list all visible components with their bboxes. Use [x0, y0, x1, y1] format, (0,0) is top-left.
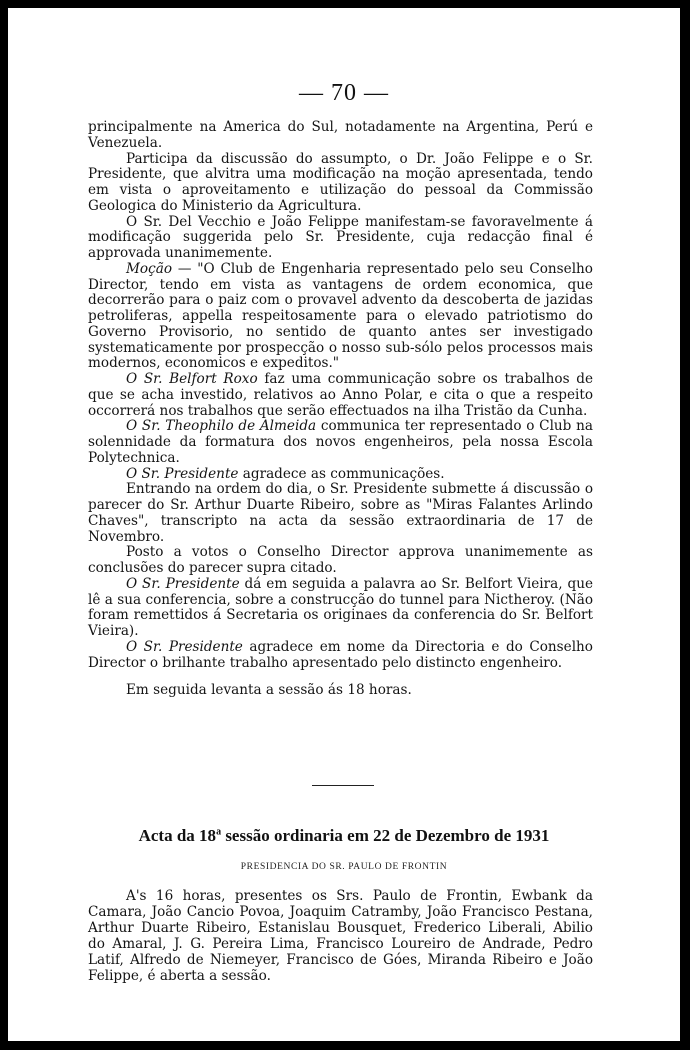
speaker-text: faz uma communicação sobre os trabalhos de que se acha investido, relativos ao Anno Polar, e cita o que a respeito occorrerá nos trabalhos que serão effectuados na ilha Tristão da Cunha.	[88, 371, 594, 419]
paragraph-3: O Sr. Del Vecchio e João Felippe manifestam-se favoravelmente á modificação suggerida pelo Sr. Presidente, cuja redacção final é approvada unanimemente.	[88, 213, 593, 261]
speaker-name: O Sr. Theophilo de Almeida	[126, 418, 317, 435]
paragraph-theophilo	[88, 419, 593, 466]
section-title	[8, 826, 680, 846]
motion-label: Moção	[126, 260, 173, 277]
paragraph-conference	[88, 577, 593, 640]
paragraph-1: principalmente na America do Sul, notadamente na Argentina, Perú e Venezuela.	[88, 119, 593, 151]
speaker-text: dá em seguida a palavra ao Sr. Belfort Vieira, que lê a sua conferencia, sobre a construcção do tunnel para Nictheroy. (Não foram remettidos á Secretaria os originaes da conferencia do Sr. Belfort Vieira).	[88, 575, 593, 639]
speaker-name: O Sr. Belfort Roxo	[126, 371, 258, 387]
motion-text: — "O Club de Engenharia representado pelo seu Conselho Director, tendo em vista as vantagens de ordem economica, que decorrerão para o paiz com o provavel advento da descoberta de jazidas petroliferas, appella respeitosamente para o elevado patriotismo do Governo Provisorio, no sentido de quanto antes ser investigado systematicamente por prospecção o nosso sub-sólo pelos processos mais modernos, economicos e expeditos."	[88, 260, 593, 372]
speaker-name: O Sr. Presidente	[126, 638, 243, 655]
paragraph-motion	[88, 262, 593, 372]
paragraph-vote: Posto a votos o Conselho Director approva unanimemente as conclusões do parecer supra citado.	[88, 544, 593, 576]
speaker-text: agradece as communicações.	[238, 465, 445, 482]
presidency-line: PRESIDENCIA DO SR. PAULO DE FRONTIN	[240, 862, 448, 872]
title-prefix: Acta da 18	[138, 826, 217, 845]
speaker-text: agradece em nome da Directoria e do Conselho Director o brilhante trabalho apresentado pelo distincto engenheiro.	[88, 638, 593, 671]
attendance-paragraph: A's 16 horas, presentes os Srs. Paulo de Frontin, Ewbank da Camara, João Cancio Povoa, Joaquim Catramby, João Francisco Pestana, Arthur Duarte Ribeiro, Estanislau Bousquet, Frederico Liberali, Abilio do Amaral, J. G. Pereira Lima, Francisco Loureiro de Andrade, Pedro Latif, Alfredo de Niemeyer, Francisco de Góes, Miranda Ribeiro e João Felippe, é aberta a sessão.	[88, 888, 593, 984]
paragraph-adjourn: Em seguida levanta a sessão ás 18 horas.	[126, 682, 412, 699]
speaker-name: O Sr. Presidente	[126, 465, 239, 482]
title-ordinal: a	[216, 826, 222, 838]
paragraph-presidente-thanks	[88, 467, 593, 483]
document-page	[8, 8, 680, 1041]
paragraph-belfort-roxo	[88, 372, 593, 419]
speaker-name: O Sr. Presidente	[126, 575, 240, 592]
speaker-text: communica ter representado o Club na solennidade da formatura dos novos engenheiros, pela nossa Escola Polytechnica.	[88, 418, 593, 466]
paragraph-order-of-day: Entrando na ordem do dia, o Sr. Presidente submette á discussão o parecer do Sr. Arthur Duarte Ribeiro, sobre as "Miras Falantes Arlindo Chaves", transcripto na acta da sessão extraordinaria de 17 de Novembro.	[88, 481, 593, 545]
page-number: — 70 —	[299, 80, 389, 106]
section-divider	[312, 785, 374, 786]
minutes-continuation	[88, 120, 593, 699]
paragraph-presidente-closing	[88, 640, 593, 672]
title-suffix: sessão ordinaria em 22 de Dezembro de 1931	[221, 826, 550, 845]
paragraph-2: Participa da discussão do assumpto, o Dr. João Felippe e o Sr. Presidente, que alvitra uma modificação na moção apresentada, tendo em vista o aproveitamento e utilização do pessoal da Commissão Geologica do Ministerio da Agricultura.	[88, 150, 593, 214]
